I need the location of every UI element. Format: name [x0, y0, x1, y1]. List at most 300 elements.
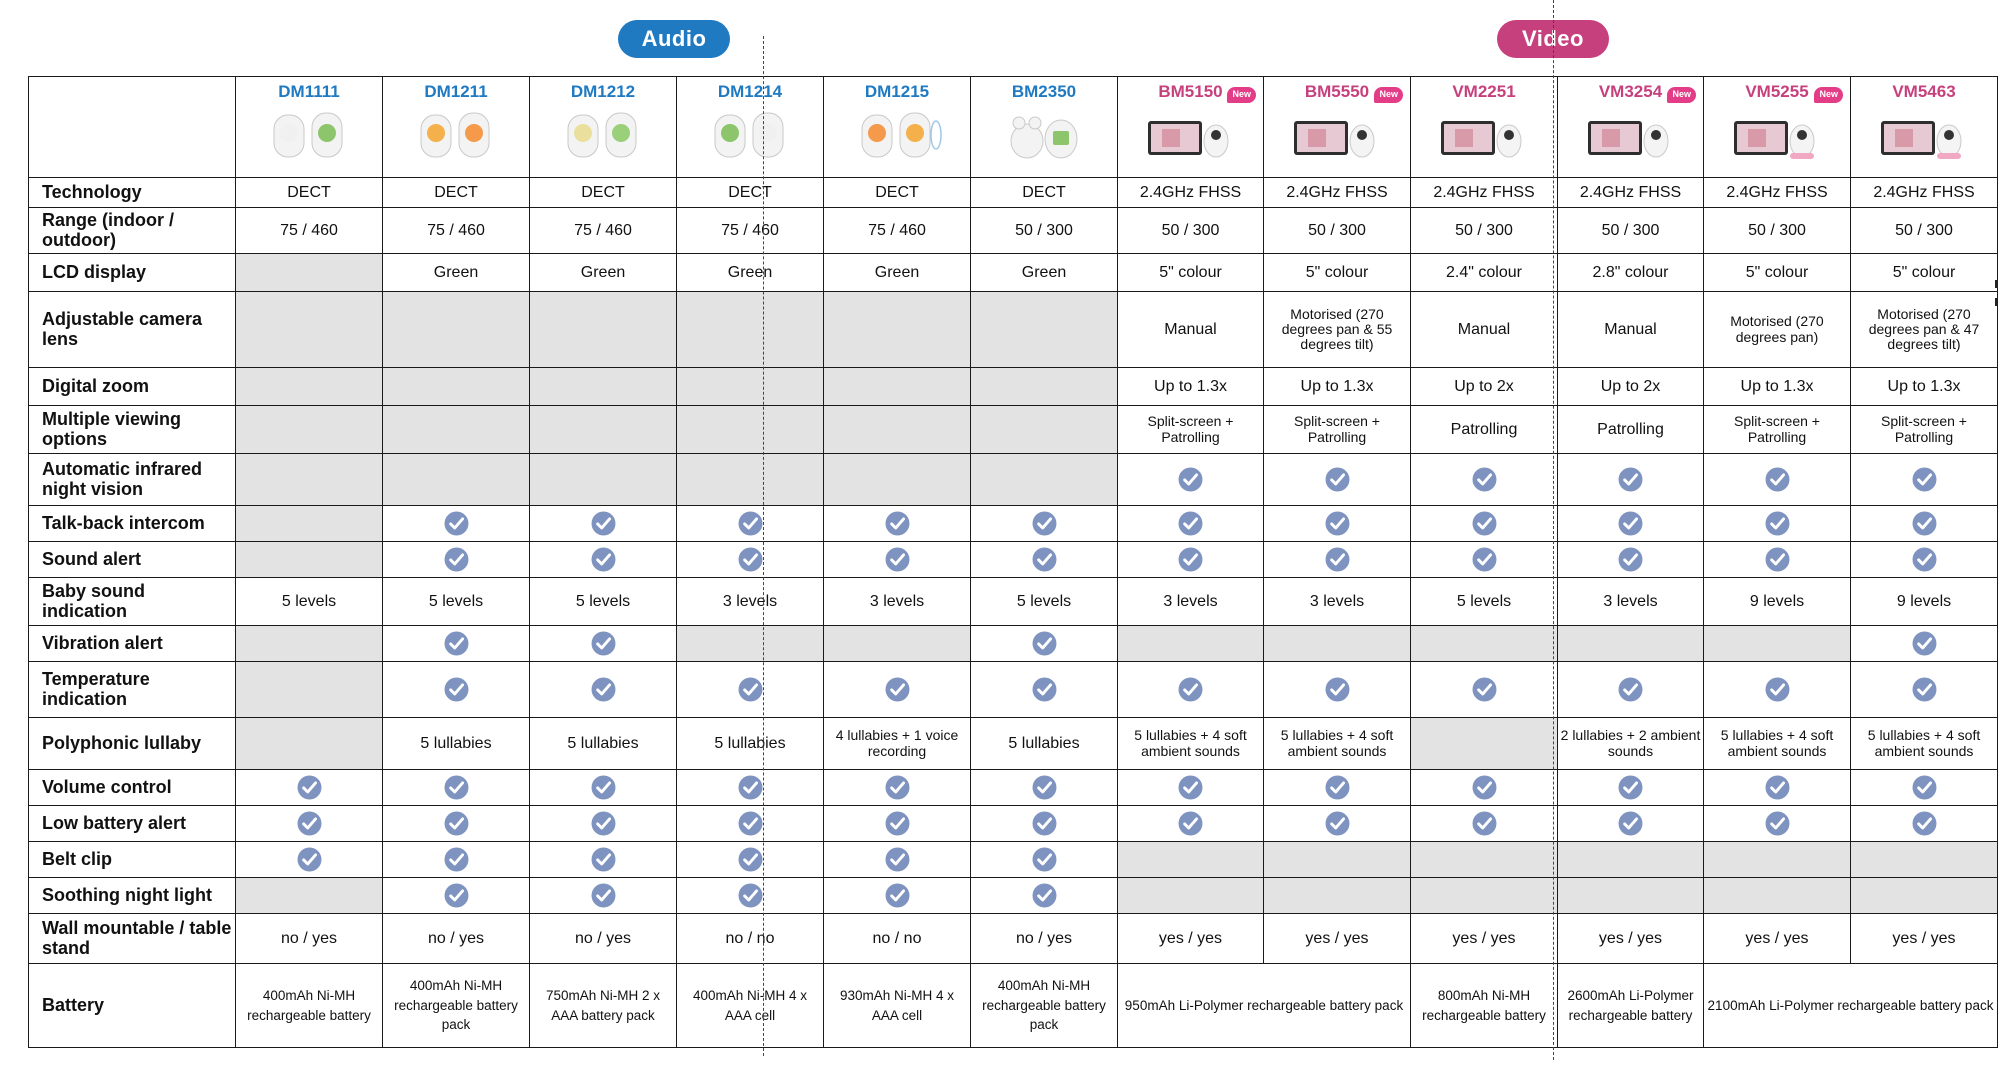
check-icon — [1325, 547, 1350, 572]
feature-check-cell — [1851, 506, 1998, 542]
feature-check-cell — [1118, 542, 1264, 578]
feature-check-cell — [1411, 662, 1558, 718]
overflow-marker-icon — [1994, 278, 2000, 328]
new-badge: New — [1227, 87, 1256, 103]
feature-value-cell: yes / yes — [1118, 914, 1264, 964]
feature-value-cell: 9 levels — [1851, 578, 1998, 626]
feature-check-cell — [1851, 770, 1998, 806]
check-icon — [1912, 631, 1937, 656]
model-name: BM5550 — [1304, 82, 1370, 101]
check-icon — [1765, 511, 1790, 536]
feature-check-cell — [824, 542, 971, 578]
feature-row-baby-sound-indication — [29, 578, 1998, 626]
not-available-cell — [1411, 718, 1558, 770]
feature-check-cell — [1704, 806, 1851, 842]
feature-value-cell: Green — [530, 254, 677, 292]
feature-value-cell: no / yes — [971, 914, 1118, 964]
feature-value-cell: 2.4GHz FHSS — [1264, 178, 1411, 208]
check-icon — [885, 511, 910, 536]
check-icon — [1325, 677, 1350, 702]
not-available-cell — [677, 626, 824, 662]
feature-value-cell: Split-screen + Patrolling — [1851, 406, 1998, 454]
feature-check-cell — [1558, 662, 1704, 718]
feature-check-cell — [530, 542, 677, 578]
check-icon — [1472, 511, 1497, 536]
model-name: DM1214 — [717, 82, 783, 101]
feature-value-cell: 75 / 460 — [236, 208, 383, 254]
feature-check-cell — [824, 842, 971, 878]
feature-value-cell: 2.4GHz FHSS — [1704, 178, 1851, 208]
feature-row-range-indoor-outdoor — [29, 208, 1998, 254]
feature-value-cell: 2.8" colour — [1558, 254, 1704, 292]
feature-value-cell: Manual — [1118, 292, 1264, 368]
model-header-vm2251 — [1411, 77, 1558, 178]
feature-check-cell — [824, 662, 971, 718]
check-icon — [591, 883, 616, 908]
check-icon — [885, 547, 910, 572]
feature-label: Volume control — [29, 770, 236, 806]
feature-value-cell: DECT — [383, 178, 530, 208]
header-corner-cell — [29, 77, 236, 178]
check-icon — [444, 677, 469, 702]
feature-check-cell — [1411, 454, 1558, 506]
feature-label: Belt clip — [29, 842, 236, 878]
feature-value-cell: 50 / 300 — [1558, 208, 1704, 254]
battery-value-cell: 2600mAh Li-Polymer rechargeable battery — [1558, 964, 1704, 1048]
check-icon — [1618, 511, 1643, 536]
model-header-dm1215 — [824, 77, 971, 178]
new-badge: New — [1667, 87, 1696, 103]
model-header-dm1111 — [236, 77, 383, 178]
battery-value-cell: 400mAh Ni-MH rechargeable battery pack — [971, 964, 1118, 1048]
check-icon — [1765, 677, 1790, 702]
feature-check-cell — [383, 506, 530, 542]
feature-check-cell — [1558, 542, 1704, 578]
feature-row-battery — [29, 964, 1998, 1048]
not-available-cell — [530, 406, 677, 454]
feature-value-cell: no / no — [677, 914, 824, 964]
check-icon — [1618, 811, 1643, 836]
check-icon — [738, 811, 763, 836]
not-available-cell — [1704, 842, 1851, 878]
feature-row-talk-back-intercom — [29, 506, 1998, 542]
feature-check-cell — [824, 878, 971, 914]
not-available-cell — [1558, 878, 1704, 914]
feature-value-cell: 50 / 300 — [1118, 208, 1264, 254]
check-icon — [297, 811, 322, 836]
feature-label: Sound alert — [29, 542, 236, 578]
feature-value-cell: Up to 1.3x — [1264, 368, 1411, 406]
check-icon — [591, 631, 616, 656]
feature-check-cell — [1264, 454, 1411, 506]
feature-check-cell — [236, 806, 383, 842]
feature-value-cell: 5" colour — [1704, 254, 1851, 292]
not-available-cell — [971, 406, 1118, 454]
model-name: DM1212 — [570, 82, 636, 101]
feature-check-cell — [677, 662, 824, 718]
check-icon — [885, 677, 910, 702]
feature-value-cell: DECT — [236, 178, 383, 208]
feature-value-cell: 4 lullabies + 1 voice recording — [824, 718, 971, 770]
feature-label: Multiple viewing options — [29, 406, 236, 454]
video-monitor-image — [1292, 107, 1382, 161]
audio-guide-line — [763, 36, 764, 1056]
check-icon — [885, 775, 910, 800]
check-icon — [1472, 547, 1497, 572]
feature-value-cell: 75 / 460 — [677, 208, 824, 254]
check-icon — [1618, 547, 1643, 572]
check-icon — [1178, 511, 1203, 536]
not-available-cell — [530, 292, 677, 368]
feature-label: Low battery alert — [29, 806, 236, 842]
feature-check-cell — [971, 662, 1118, 718]
check-icon — [738, 547, 763, 572]
new-badge: New — [1814, 87, 1843, 103]
feature-value-cell: no / yes — [530, 914, 677, 964]
feature-check-cell — [1851, 806, 1998, 842]
not-available-cell — [236, 254, 383, 292]
feature-check-cell — [530, 626, 677, 662]
feature-check-cell — [1558, 770, 1704, 806]
feature-value-cell: Up to 2x — [1558, 368, 1704, 406]
feature-label: Wall mountable / table stand — [29, 914, 236, 964]
feature-value-cell: 75 / 460 — [383, 208, 530, 254]
feature-value-cell: 75 / 460 — [530, 208, 677, 254]
check-icon — [1325, 467, 1350, 492]
check-icon — [1032, 883, 1057, 908]
feature-value-cell: 2.4GHz FHSS — [1558, 178, 1704, 208]
feature-value-cell: DECT — [530, 178, 677, 208]
check-icon — [1765, 547, 1790, 572]
feature-value-cell: 5 lullabies + 4 soft ambient sounds — [1118, 718, 1264, 770]
feature-value-cell: Motorised (270 degrees pan & 47 degrees tilt) — [1851, 292, 1998, 368]
audio-monitor-image — [411, 107, 501, 161]
model-header-bm5150 — [1118, 77, 1264, 178]
feature-check-cell — [1704, 542, 1851, 578]
not-available-cell — [1411, 842, 1558, 878]
feature-value-cell: 50 / 300 — [971, 208, 1118, 254]
feature-label: Temperature indication — [29, 662, 236, 718]
feature-check-cell — [971, 506, 1118, 542]
video-monitor-image — [1146, 107, 1236, 161]
feature-value-cell: Split-screen + Patrolling — [1264, 406, 1411, 454]
audio-monitor-image — [852, 107, 942, 161]
feature-check-cell — [236, 770, 383, 806]
check-icon — [444, 511, 469, 536]
model-name: VM2251 — [1452, 82, 1516, 101]
not-available-cell — [383, 454, 530, 506]
feature-check-cell — [530, 842, 677, 878]
feature-value-cell: 3 levels — [1264, 578, 1411, 626]
check-icon — [1765, 775, 1790, 800]
feature-value-cell: 5 lullabies — [971, 718, 1118, 770]
feature-row-vibration-alert — [29, 626, 1998, 662]
feature-label: Range (indoor / outdoor) — [29, 208, 236, 254]
feature-check-cell — [1704, 506, 1851, 542]
feature-check-cell — [1558, 506, 1704, 542]
model-name: VM5463 — [1892, 82, 1956, 101]
feature-value-cell: 5 levels — [236, 578, 383, 626]
not-available-cell — [383, 292, 530, 368]
check-icon — [1178, 811, 1203, 836]
model-name: DM1111 — [278, 82, 340, 101]
feature-row-polyphonic-lullaby — [29, 718, 1998, 770]
feature-row-technology — [29, 178, 1998, 208]
feature-value-cell: yes / yes — [1558, 914, 1704, 964]
check-icon — [591, 547, 616, 572]
audio-monitor-image — [999, 107, 1089, 161]
check-icon — [738, 847, 763, 872]
feature-check-cell — [824, 770, 971, 806]
not-available-cell — [530, 368, 677, 406]
feature-label: LCD display — [29, 254, 236, 292]
not-available-cell — [971, 292, 1118, 368]
feature-check-cell — [1851, 454, 1998, 506]
not-available-cell — [971, 454, 1118, 506]
check-icon — [738, 677, 763, 702]
feature-value-cell: yes / yes — [1851, 914, 1998, 964]
check-icon — [1472, 677, 1497, 702]
feature-value-cell: 5" colour — [1118, 254, 1264, 292]
battery-value-cell: 750mAh Ni-MH 2 x AAA battery pack — [530, 964, 677, 1048]
not-available-cell — [824, 406, 971, 454]
not-available-cell — [236, 406, 383, 454]
not-available-cell — [236, 292, 383, 368]
not-available-cell — [677, 454, 824, 506]
feature-check-cell — [530, 770, 677, 806]
feature-check-cell — [1704, 662, 1851, 718]
check-icon — [591, 811, 616, 836]
feature-row-sound-alert — [29, 542, 1998, 578]
audio-monitor-image — [705, 107, 795, 161]
feature-value-cell: DECT — [824, 178, 971, 208]
feature-row-volume-control — [29, 770, 1998, 806]
check-icon — [1472, 467, 1497, 492]
not-available-cell — [1264, 842, 1411, 878]
not-available-cell — [824, 292, 971, 368]
feature-row-lcd-display — [29, 254, 1998, 292]
video-guide-line — [1553, 0, 1554, 1060]
model-name: DM1211 — [424, 82, 488, 101]
not-available-cell — [1118, 878, 1264, 914]
check-icon — [885, 883, 910, 908]
feature-check-cell — [383, 626, 530, 662]
check-icon — [1912, 811, 1937, 836]
feature-check-cell — [971, 842, 1118, 878]
feature-label: Baby sound indication — [29, 578, 236, 626]
check-icon — [1912, 511, 1937, 536]
not-available-cell — [236, 506, 383, 542]
feature-label: Battery — [29, 964, 236, 1048]
not-available-cell — [236, 626, 383, 662]
audio-monitor-image — [558, 107, 648, 161]
not-available-cell — [1264, 878, 1411, 914]
video-monitor-image — [1732, 107, 1822, 161]
check-icon — [1032, 631, 1057, 656]
feature-value-cell: 5" colour — [1264, 254, 1411, 292]
not-available-cell — [236, 718, 383, 770]
feature-value-cell: 5" colour — [1851, 254, 1998, 292]
feature-row-belt-clip — [29, 842, 1998, 878]
feature-value-cell: 50 / 300 — [1411, 208, 1558, 254]
feature-value-cell: yes / yes — [1264, 914, 1411, 964]
check-icon — [444, 811, 469, 836]
check-icon — [1912, 775, 1937, 800]
feature-value-cell: 2 lullabies + 2 ambient sounds — [1558, 718, 1704, 770]
feature-value-cell: DECT — [677, 178, 824, 208]
feature-check-cell — [1558, 806, 1704, 842]
not-available-cell — [1558, 842, 1704, 878]
feature-check-cell — [530, 878, 677, 914]
feature-check-cell — [1264, 542, 1411, 578]
feature-check-cell — [1558, 454, 1704, 506]
feature-label: Vibration alert — [29, 626, 236, 662]
video-category-label: Video — [1497, 20, 1609, 58]
feature-value-cell: Split-screen + Patrolling — [1118, 406, 1264, 454]
feature-check-cell — [530, 806, 677, 842]
new-badge: New — [1374, 87, 1403, 103]
model-header-vm3254 — [1558, 77, 1704, 178]
feature-value-cell: Green — [677, 254, 824, 292]
check-icon — [738, 883, 763, 908]
feature-row-soothing-night-light — [29, 878, 1998, 914]
feature-row-multiple-viewing-options — [29, 406, 1998, 454]
feature-row-temperature-indication — [29, 662, 1998, 718]
feature-label: Digital zoom — [29, 368, 236, 406]
feature-check-cell — [677, 806, 824, 842]
not-available-cell — [383, 406, 530, 454]
check-icon — [444, 631, 469, 656]
feature-value-cell: 5 lullabies — [530, 718, 677, 770]
feature-check-cell — [824, 806, 971, 842]
check-icon — [1912, 467, 1937, 492]
feature-value-cell: 5 lullabies + 4 soft ambient sounds — [1851, 718, 1998, 770]
feature-value-cell: Green — [971, 254, 1118, 292]
model-name: VM5255 — [1745, 82, 1809, 101]
feature-value-cell: 5 levels — [1411, 578, 1558, 626]
battery-value-cell: 950mAh Li-Polymer rechargeable battery pack — [1118, 964, 1411, 1048]
check-icon — [444, 775, 469, 800]
check-icon — [1765, 811, 1790, 836]
not-available-cell — [236, 542, 383, 578]
feature-value-cell: Patrolling — [1411, 406, 1558, 454]
check-icon — [297, 847, 322, 872]
feature-value-cell: 5 lullabies — [677, 718, 824, 770]
feature-check-cell — [1704, 770, 1851, 806]
feature-value-cell: 5 levels — [383, 578, 530, 626]
battery-value-cell: 2100mAh Li-Polymer rechargeable battery pack — [1704, 964, 1998, 1048]
check-icon — [444, 847, 469, 872]
check-icon — [885, 811, 910, 836]
check-icon — [1618, 775, 1643, 800]
feature-value-cell: Motorised (270 degrees pan) — [1704, 292, 1851, 368]
feature-value-cell: 2.4GHz FHSS — [1851, 178, 1998, 208]
feature-check-cell — [1704, 454, 1851, 506]
battery-value-cell: 400mAh Ni-MH 4 x AAA cell — [677, 964, 824, 1048]
feature-label: Automatic infrared night vision — [29, 454, 236, 506]
feature-check-cell — [1851, 662, 1998, 718]
feature-check-cell — [677, 878, 824, 914]
not-available-cell — [1118, 626, 1264, 662]
model-header-row — [29, 77, 1998, 178]
check-icon — [1032, 511, 1057, 536]
check-icon — [1618, 677, 1643, 702]
feature-check-cell — [1411, 506, 1558, 542]
feature-value-cell: 5 lullabies + 4 soft ambient sounds — [1264, 718, 1411, 770]
check-icon — [591, 775, 616, 800]
check-icon — [1472, 775, 1497, 800]
model-name: BM5150 — [1158, 82, 1223, 101]
feature-check-cell — [1264, 506, 1411, 542]
feature-check-cell — [1118, 806, 1264, 842]
battery-value-cell: 800mAh Ni-MH rechargeable battery — [1411, 964, 1558, 1048]
check-icon — [1618, 467, 1643, 492]
feature-label: Technology — [29, 178, 236, 208]
feature-row-digital-zoom — [29, 368, 1998, 406]
not-available-cell — [1851, 878, 1998, 914]
feature-check-cell — [677, 842, 824, 878]
comparison-table — [28, 76, 1998, 1048]
video-monitor-image — [1879, 107, 1969, 161]
feature-check-cell — [971, 542, 1118, 578]
video-monitor-image — [1586, 107, 1676, 161]
feature-value-cell: 5 lullabies + 4 soft ambient sounds — [1704, 718, 1851, 770]
feature-value-cell: Patrolling — [1558, 406, 1704, 454]
check-icon — [1032, 547, 1057, 572]
feature-label: Soothing night light — [29, 878, 236, 914]
check-icon — [444, 547, 469, 572]
feature-check-cell — [383, 842, 530, 878]
feature-check-cell — [971, 806, 1118, 842]
feature-value-cell: 2.4GHz FHSS — [1411, 178, 1558, 208]
not-available-cell — [236, 454, 383, 506]
feature-value-cell: 2.4GHz FHSS — [1118, 178, 1264, 208]
feature-value-cell: DECT — [971, 178, 1118, 208]
feature-value-cell: no / yes — [383, 914, 530, 964]
not-available-cell — [1118, 842, 1264, 878]
check-icon — [1912, 677, 1937, 702]
feature-row-low-battery-alert — [29, 806, 1998, 842]
not-available-cell — [824, 626, 971, 662]
not-available-cell — [1558, 626, 1704, 662]
not-available-cell — [824, 368, 971, 406]
model-header-vm5463 — [1851, 77, 1998, 178]
not-available-cell — [530, 454, 677, 506]
feature-value-cell: Green — [383, 254, 530, 292]
check-icon — [297, 775, 322, 800]
not-available-cell — [1704, 626, 1851, 662]
check-icon — [1472, 811, 1497, 836]
feature-check-cell — [1264, 770, 1411, 806]
feature-check-cell — [677, 770, 824, 806]
feature-value-cell: Up to 2x — [1411, 368, 1558, 406]
feature-value-cell: Up to 1.3x — [1704, 368, 1851, 406]
check-icon — [1178, 677, 1203, 702]
check-icon — [591, 677, 616, 702]
not-available-cell — [236, 662, 383, 718]
feature-value-cell: 3 levels — [824, 578, 971, 626]
check-icon — [1325, 811, 1350, 836]
feature-check-cell — [1411, 542, 1558, 578]
check-icon — [738, 511, 763, 536]
feature-value-cell: Up to 1.3x — [1851, 368, 1998, 406]
feature-value-cell: Manual — [1411, 292, 1558, 368]
feature-label: Polyphonic lullaby — [29, 718, 236, 770]
feature-check-cell — [971, 878, 1118, 914]
feature-row-adjustable-camera-lens — [29, 292, 1998, 368]
feature-value-cell: 75 / 460 — [824, 208, 971, 254]
model-header-dm1212 — [530, 77, 677, 178]
